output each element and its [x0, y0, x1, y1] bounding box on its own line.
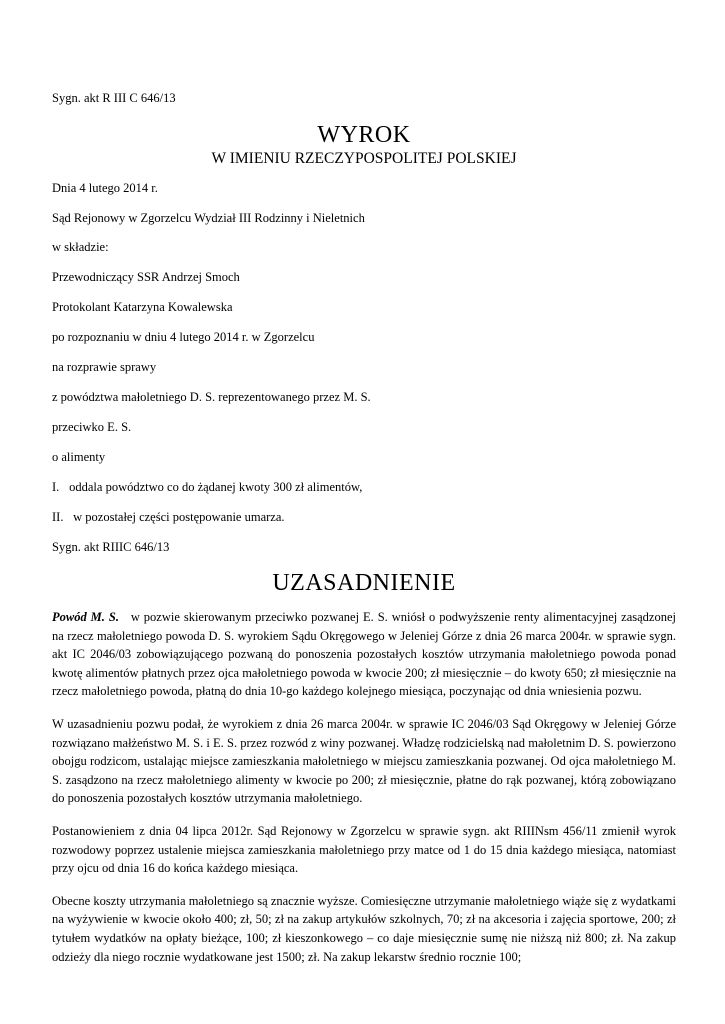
- judgment-title: WYROK: [317, 122, 411, 148]
- verdict-item-number: II.: [52, 510, 64, 524]
- case-number-secondary: Sygn. akt RIIIC 646/13: [52, 540, 170, 554]
- court-name: Sąd Rejonowy w Zgorzelcu Wydział III Rodzinny i Nieletnich: [52, 211, 365, 225]
- justification-paragraph: Postanowieniem z dnia 04 lipca 2012r. Sąd Rejonowy w Zgorzelcu w sprawie sygn. akt RIIINsm 456/11 zmienił wyrok rozwodowy poprzez ustalenie miejsca zamieszkania małoletniego przy matce od 1 do 15 dnia każdego miesiąca, natomiast przy ojcu od dnia 16 do końca każdego miesiąca.: [52, 823, 676, 876]
- case-subject: o alimenty: [52, 450, 106, 464]
- justification-title: UZASADNIENIE: [272, 570, 456, 596]
- justification-paragraph: W uzasadnieniu pozwu podał, że wyrokiem z dnia 26 marca 2004r. w sprawie IC 2046/03 Sąd Okręgowy w Jeleniej Górze rozwiązano małżeństwo M. S. i E. S. przez rozwód z winy pozwanej. Władzę rodzicielską nad małoletnim D. S. powierzono obojgu rodzicom, ustalając miejsce zamieszkania małoletniego w miejscu zamieszkania pozwanej. Od ojca małoletniego M. S. zasądzono na rzecz małoletniego alimenty w kwocie po 200; zł miesięcznie, płatne do rąk pozwanej, którą zobowiązano do ponoszenia pozostałych kosztów utrzymania małoletniego.: [52, 716, 676, 806]
- composition-label: w składzie:: [52, 240, 109, 254]
- verdict-item-text: w pozostałej części postępowanie umarza.: [73, 510, 285, 524]
- justification-paragraph: [52, 608, 676, 701]
- presiding-judge: Przewodniczący SSR Andrzej Smoch: [52, 270, 240, 284]
- plaintiff-lead: Powód M. S.: [52, 610, 119, 624]
- paragraph-text: w pozwie skierowanym przeciwko pozwanej E. S. wniósł o podwyższenie renty alimentacyjnej zasądzonej na rzecz małoletniego powoda D. S. wyrokiem Sądu Okręgowego w Jeleniej Górze z dnia 26 marca 2004r. w sprawie sygn. akt IC 2046/03 zobowiązującego pozwaną do ponoszenia pozostałych kosztów utrzymania małoletniego powoda ponad kwotę alimentów płatnych przez ojca małoletniego powoda w kwocie 200; zł miesięcznie – do kwoty 650; zł miesięcznie na rzecz małoletniego powoda, płatną do dnia 10-go każdego kolejnego miesiąca, poczynając od dnia wniesienia pozwu.: [52, 610, 676, 699]
- session-info: na rozprawie sprawy: [52, 360, 157, 374]
- verdict-item-number: I.: [52, 480, 60, 494]
- judgment-subtitle: W IMIENIU RZECZYPOSPOLITEJ POLSKIEJ: [211, 150, 517, 167]
- case-number: Sygn. akt R III C 646/13: [52, 91, 176, 105]
- verdict-item: [52, 479, 676, 495]
- verdict-item: [52, 509, 676, 525]
- defendant-info: przeciwko E. S.: [52, 420, 132, 434]
- court-clerk: Protokolant Katarzyna Kowalewska: [52, 300, 233, 314]
- justification-paragraph: Obecne koszty utrzymania małoletniego są znacznie wyższe. Comiesięczne utrzymanie małoletniego wiąże się z wydatkami na wyżywienie w kwocie około 400; zł, 50; zł na zakup artykułów szkolnych, 70; zł na akcesoria i zajęcia sportowe, 200; zł tytułem wydatków na opłaty bieżące, 100; zł kieszonkowego – co daje miesięcznie sumę nie niższą niż 800; zł. Na zakup odzieży dla niego rocznie wydatkowane jest 1500; zł. Na zakup lekarstw średnio rocznie 100;: [52, 893, 676, 964]
- verdict-item-text: oddala powództwo co do żądanej kwoty 300 zł alimentów,: [69, 480, 363, 494]
- judgment-document: [52, 90, 676, 966]
- plaintiff-info: z powództwa małoletniego D. S. reprezentowanego przez M. S.: [52, 390, 371, 404]
- judgment-date: Dnia 4 lutego 2014 r.: [52, 181, 158, 195]
- hearing-info: po rozpoznaniu w dniu 4 lutego 2014 r. w Zgorzelcu: [52, 330, 315, 344]
